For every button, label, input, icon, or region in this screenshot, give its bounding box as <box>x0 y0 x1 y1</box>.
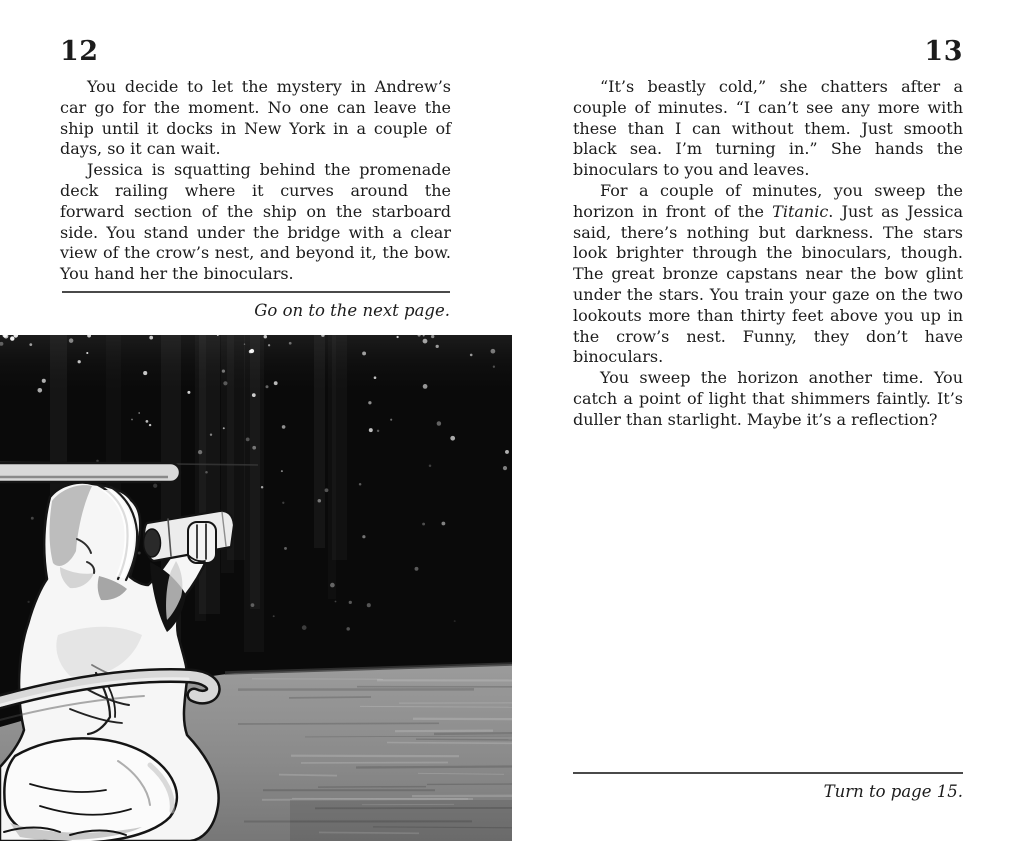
paragraph: You sweep the horizon another time. You catch a point of light that shimmers faintly. It’s duller than starlight. Maybe it’s a reflection? <box>573 368 963 429</box>
right-page-number: 13 <box>924 36 963 67</box>
left-page-number: 12 <box>60 36 99 67</box>
paragraph: Jessica is squatting behind the promenade deck railing where it curves around the forward section of the ship on the starboard side. You stand under the bridge with a clear view of the crow’s nest, and beyond it, the bow. You hand her the binoculars. <box>60 160 451 284</box>
right-page-divider-rule <box>573 772 963 774</box>
paragraph: “It’s beastly cold,” she chatters after a couple of minutes. “I can’t see any more with these than I can without them. Just smooth black sea. I’m turning in.” She hands the binoculars to you and leaves. <box>573 77 963 180</box>
hand <box>188 522 216 563</box>
paragraph: You decide to let the mystery in Andrew’s car go for the moment. No one can leave the ship until it docks in New York in a couple of days, so it can wait. <box>60 77 451 159</box>
right-page-body-text <box>573 77 963 431</box>
night-lookout-illustration <box>0 335 512 841</box>
left-page-body-text <box>60 77 451 285</box>
right-page-turn-instruction: Turn to page 15. <box>823 782 963 801</box>
paragraph: For a couple of minutes, you sweep the horizon in front of the Titanic. Just as Jessica said, there’s nothing but darkness. The stars look brighter through the binoculars, though. The great bronze capstans near the bow glint under the stars. You train your gaze on the two lookouts more than thirty feet above you up in the crow’s nest. Funny, they don’t have binoculars. <box>573 180 963 367</box>
left-page-divider-rule <box>62 291 450 293</box>
left-page-turn-instruction: Go on to the next page. <box>254 301 450 320</box>
